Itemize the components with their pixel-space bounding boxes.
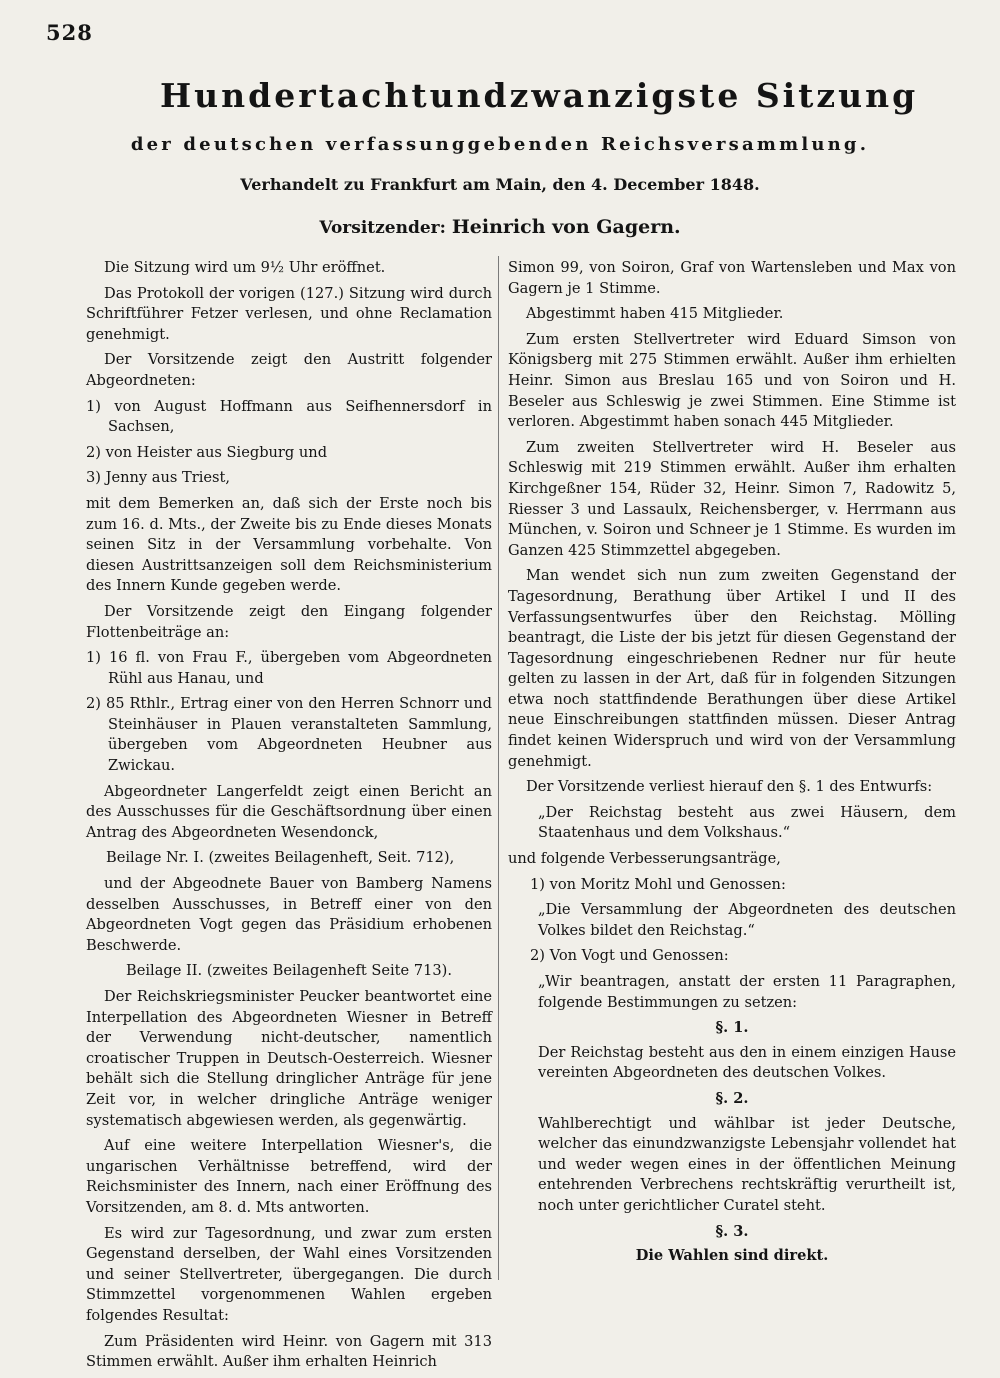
paragraph: Simon 99, von Soiron, Graf von Wartensleben und Max von Gagern je 1 Stimme.	[508, 259, 956, 297]
quotation: „Wir beantragen, anstatt der ersten 11 Paragraphen, folgende Bestimmungen zu setzen:	[538, 973, 956, 1011]
paragraph: Auf eine weitere Interpellation Wiesner's, die ungarischen Verhältnisse betreffend, wird der Reichsminister des Innern, nach einer Eröffnung des Vorsitzenden, am 8. d. Mts antworten.	[86, 1137, 492, 1216]
quotation: „Die Versammlung der Abgeordneten des deutschen Volkes bildet den Reichstag.“	[538, 901, 956, 939]
section-heading: §. 3.	[715, 1222, 749, 1240]
section-heading: §. 1.	[715, 1019, 749, 1037]
amendment-heading: 2) Von Vogt und Genossen:	[530, 947, 729, 965]
paragraph: Zum ersten Stellvertreter wird Eduard Simson von Königsberg mit 275 Stimmen erwählt. Außer ihm erhielten Heinr. Simon aus Breslau 165 und von Soiron und H. Beseler aus Schleswig je zwei Stimmen. Eine Stimme ist verloren. Abgestimmt haben sonach 445 Mitglieder.	[508, 330, 956, 431]
section-text: Die Wahlen sind direkt.	[635, 1247, 829, 1265]
section-heading: §. 2.	[715, 1089, 749, 1107]
quotation: „Der Reichstag besteht aus zwei Häusern, dem Staatenhaus und dem Volkshaus.“	[538, 803, 956, 842]
section-text: Der Reichstag besteht aus den in einem einzigen Hause vereinten Abgeordneten des deutschen Volkes.	[538, 1043, 956, 1082]
appendix-reference: Beilage Nr. I. (zweites Beilagenheft, Seit. 712),	[106, 849, 455, 867]
paragraph: Abgeordneter Langerfeldt zeigt einen Bericht an des Ausschusses für die Geschäftsordnung über einen Antrag des Abgeordneten Wesendonck,	[86, 782, 492, 841]
list-item: 1) von August Hoffmann aus Seifhennersdorf in Sachsen,	[86, 397, 492, 436]
place-date-line: Verhandelt zu Frankfurt am Main, den 4. December 1848.	[240, 175, 760, 194]
paragraph: Der Vorsitzende verliest hierauf den §. 1 des Entwurfs:	[526, 778, 933, 796]
session-title: Hundertachtundzwanzigste Sitzung	[160, 76, 919, 115]
paragraph: Der Vorsitzende zeigt den Austritt folgender Abgeordneten:	[86, 351, 492, 389]
list-item: 2) 85 Rthlr., Ertrag einer von den Herren Schnorr und Steinhäuser in Plauen veranstalteten Sammlung, übergeben vom Abgeordneten Heubner aus Zwickau.	[86, 695, 492, 775]
chair-line	[250, 216, 750, 238]
paragraph: Der Reichskriegsminister Peucker beantwortet eine Interpellation des Abgeordneten Wiesner in Betreff der Verwendung nicht-deutscher, namentlich croatischer Truppen in Deutsch-Oesterreich. Wiesner behält sich die Stellung dringlicher Anträge für jene Zeit vor, in welcher dringliche Anträge weniger systematisch abgewiesen werden, als gegenwärtig.	[86, 988, 492, 1129]
list-item: 1) 16 fl. von Frau F., übergeben vom Abgeordneten Rühl aus Hanau, und	[86, 649, 492, 687]
amendment-heading: 1) von Moritz Mohl und Genossen:	[530, 875, 786, 893]
paragraph: Es wird zur Tagesordnung, und zwar zum ersten Gegenstand derselben, der Wahl eines Vorsitzenden und seiner Stellvertreter, übergegangen. Die durch Stimmzettel vorgenommenen Wahlen ergeben folgendes Resultat:	[86, 1224, 492, 1324]
list-item: 3) Jenny aus Triest,	[86, 469, 231, 487]
paragraph: Zum Präsidenten wird Heinr. von Gagern mit 313 Stimmen erwählt. Außer ihm erhalten Heinrich	[86, 1332, 492, 1371]
appendix-reference: Beilage II. (zweites Beilagenheft Seite 713).	[126, 962, 452, 980]
list-item: 2) von Heister aus Siegburg und	[86, 443, 328, 461]
paragraph: Das Protokoll der vorigen (127.) Sitzung wird durch Schriftführer Fetzer verlesen, und ohne Reclamation genehmigt.	[86, 284, 492, 343]
page-number: 528	[46, 20, 93, 45]
column-divider	[498, 256, 499, 1280]
left-column	[86, 258, 492, 1378]
paragraph: mit dem Bemerken an, daß sich der Erste noch bis zum 16. d. Mts., der Zweite bis zu Ende dieses Monats seinen Sitz in der Versammlung vorbehalte. Von diesen Austrittsanzeigen soll dem Reichsministerium des Innern Kunde gegeben werde.	[86, 494, 492, 595]
paragraph: Die Sitzung wird um 9½ Uhr eröffnet.	[104, 259, 386, 276]
paragraph: und der Abgeodnete Bauer von Bamberg Namens desselben Ausschusses, in Betreff einer von den Abgeordneten Vogt gegen das Präsidium erhobenen Beschwerde.	[86, 875, 492, 954]
chair-name: Heinrich von Gagern.	[451, 216, 681, 238]
paragraph: Der Vorsitzende zeigt den Eingang folgender Flottenbeiträge an:	[86, 602, 492, 641]
session-subtitle: der deutschen verfassunggebenden Reichsversammlung.	[130, 134, 870, 155]
chair-label: Vorsitzender:	[319, 218, 446, 238]
section-text: Wahlberechtigt und wählbar ist jeder Deutsche, welcher das einundzwanzigste Lebensjahr vollendet hat und weder wegen eines in der öffentlichen Meinung entehrenden Verbrechens rechtskräftig verurtheilt ist, noch unter gerichtlicher Curatel steht.	[538, 1114, 956, 1214]
paragraph: Zum zweiten Stellvertreter wird H. Beseler aus Schleswig mit 219 Stimmen erwählt. Außer ihm erhalten Kirchgeßner 154, Rüder 32, Heinr. Simon 7, Radowitz 5, Riesser 3 und Lassaulx, Reichensberger, v. Herrmann aus München, v. Soiron und Schneer je 1 Stimme. Es wurden im Ganzen 425 Stimmzettel abgegeben.	[508, 438, 956, 559]
paragraph: Abgestimmt haben 415 Mitglieder.	[526, 305, 784, 323]
right-column	[508, 258, 956, 1272]
paragraph: Man wendet sich nun zum zweiten Gegenstand der Tagesordnung, Berathung über Artikel I und II des Verfassungsentwurfes über den Reichstag. Mölling beantragt, die Liste der bis jetzt für diesen Gegenstand der Tagesordnung eingeschriebenen Redner nur für heute gelten zu lassen in der Art, daß für in folgenden Sitzungen etwa noch stattfindende Berathungen über diese Artikel neue Einschreibungen stattfinden müssen. Dieser Antrag findet keinen Widerspruch und wird von der Versammlung genehmigt.	[508, 567, 956, 770]
paragraph: und folgende Verbesserungsanträge,	[508, 850, 781, 868]
